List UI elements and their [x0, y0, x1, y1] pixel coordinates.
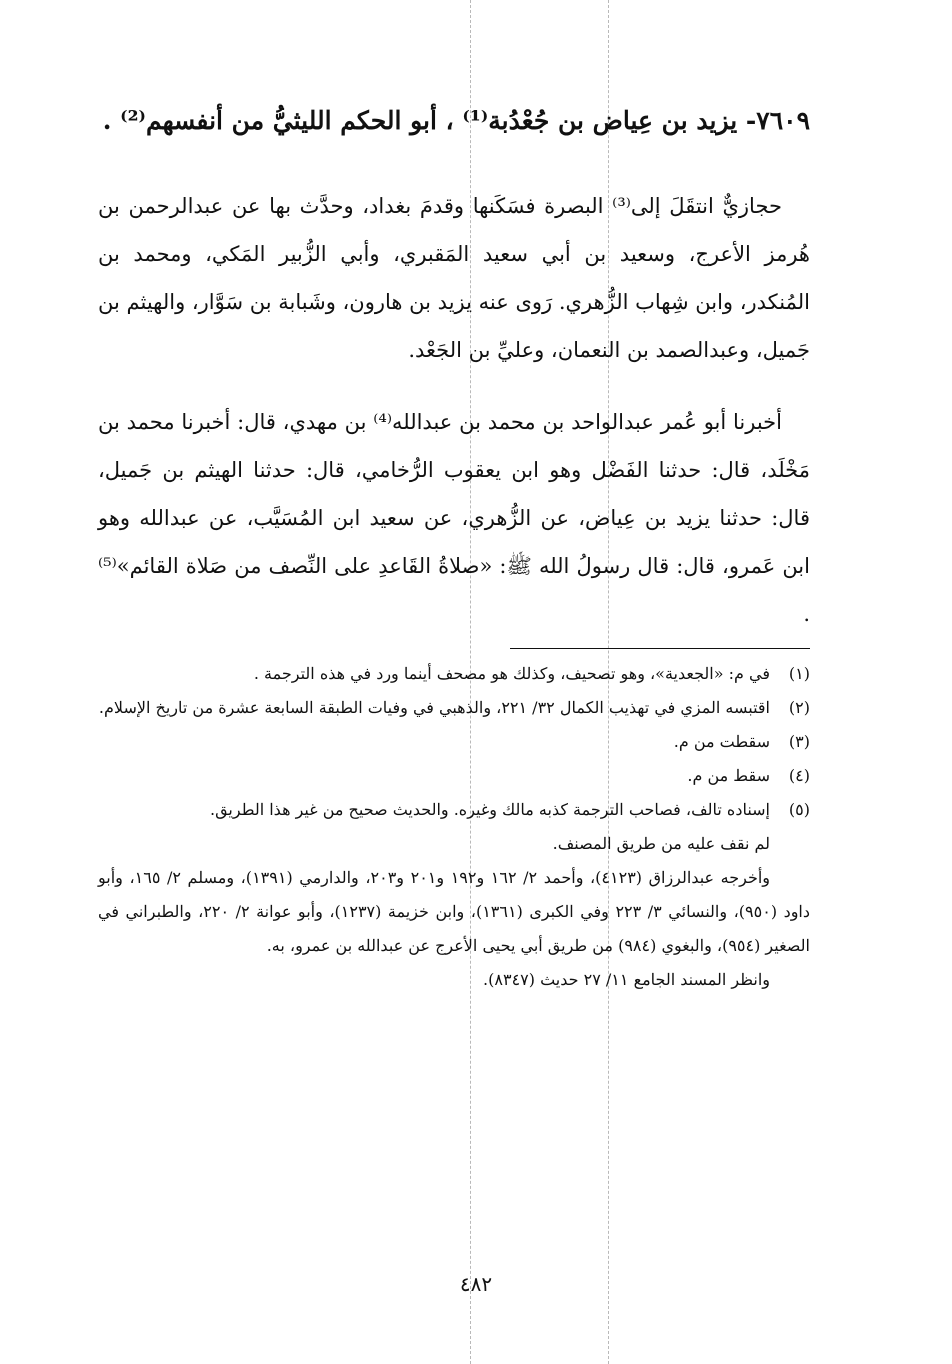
- footnote-number: (٣): [788, 732, 810, 751]
- footnote-item: [98, 725, 810, 759]
- footnote-item: [98, 759, 810, 793]
- footnote-number: (٢): [788, 698, 810, 717]
- footnote-continuation: وأخرجه عبدالرزاق (٤١٢٣)، وأحمد ٢/ ١٦٢ و١٩٢ و٢٠١ و٢٠٣، والدارمي (١٣٩١)، ومسلم ٢/ ١٦٥، وأبو داود (٩٥٠)، والنسائي ٣/ ٢٢٣ وفي الكبرى (١٣٦١)، وابن خزيمة (١٢٣٧)، وأبو عوانة ٢/ ٢٢٠، والطبراني في الصغير (٩٥٤)، والبغوي (٩٨٤) من طريق أبي يحيى الأعرج عن عبدالله بن عمرو، به.: [98, 868, 811, 955]
- footnote-text: إسناده تالف، فصاحب الترجمة كذبه مالك وغيره. والحديث صحيح من غير هذا الطريق.: [209, 800, 770, 819]
- entry-heading: ٧٦٠٩- يزيد بن عِياض بن جُعْدُبة⁽¹⁾ ، أبو الحكم الليثيُّ من أنفسهم⁽²⁾ .: [102, 106, 810, 135]
- footnote-continuation: لم نقف عليه من طريق المصنف.: [552, 834, 770, 853]
- footnote-item: [98, 657, 810, 691]
- footnote-text: في م: «الجعدية»، وهو تصحيف، وكذلك هو مصحف أينما ورد في هذه الترجمة .: [253, 664, 770, 683]
- footnote-number: (١): [788, 664, 810, 683]
- hadith-paragraph: أخبرنا أبو عُمر عبدالواحد بن محمد بن عبدالله⁽⁴⁾ بن مهدي، قال: أخبرنا محمد بن مَخْلَد، قال: حدثنا الفَضْل وهو ابن يعقوب الرُّخامي، قال: حدثنا الهيثم بن جَميل، قال: حدثنا يزيد بن عِياض، عن الزُّهري، عن سعيد ابن المُسَيَّب، عن عبدالله وهو ابن عَمرو، قال: قال رسولُ الله ﷺ: «صلاةُ القَاعدِ على النِّصف من صَلاة القائم»⁽⁵⁾ .: [98, 410, 810, 626]
- footnote-text: سقط من م.: [687, 766, 770, 785]
- page-number: ٤٨٢: [459, 1272, 493, 1296]
- footnote-item: [98, 691, 810, 725]
- footnote-text: سقطت من م.: [673, 732, 770, 751]
- footnote-number: (٤): [788, 766, 810, 785]
- document-page: [98, 96, 810, 997]
- biography-paragraph: حجازيٌّ انتقَلَ إلى⁽³⁾ البصرة فسَكَنها وقدمَ بغداد، وحدَّث بها عن عبدالرحمن بن هُرمز الأعرج، وسعيد بن أبي سعيد المَقبري، وأبي الزُّبير المَكي، ومحمد بن المُنكدر، وابن شِهاب الزُّهري. رَوى عنه يزيد بن هارون، وشَبابة بن سَوَّار، والهيثم بن جَميل، وعبدالصمد بن النعمان، وعليِّ بن الجَعْد.: [98, 194, 810, 362]
- footnotes: [98, 657, 810, 997]
- footnote-separator: [510, 648, 810, 649]
- footnote-text: اقتبسه المزي في تهذيب الكمال ٣٢/ ٢٢١، والذهبي في وفيات الطبقة السابعة عشرة من تاريخ الإسلام.: [98, 698, 770, 717]
- footnote-continuation: وانظر المسند الجامع ١١/ ٢٧ حديث (٨٣٤٧).: [483, 970, 770, 989]
- footnote-number: (٥): [788, 800, 810, 819]
- footnote-item: [98, 793, 810, 827]
